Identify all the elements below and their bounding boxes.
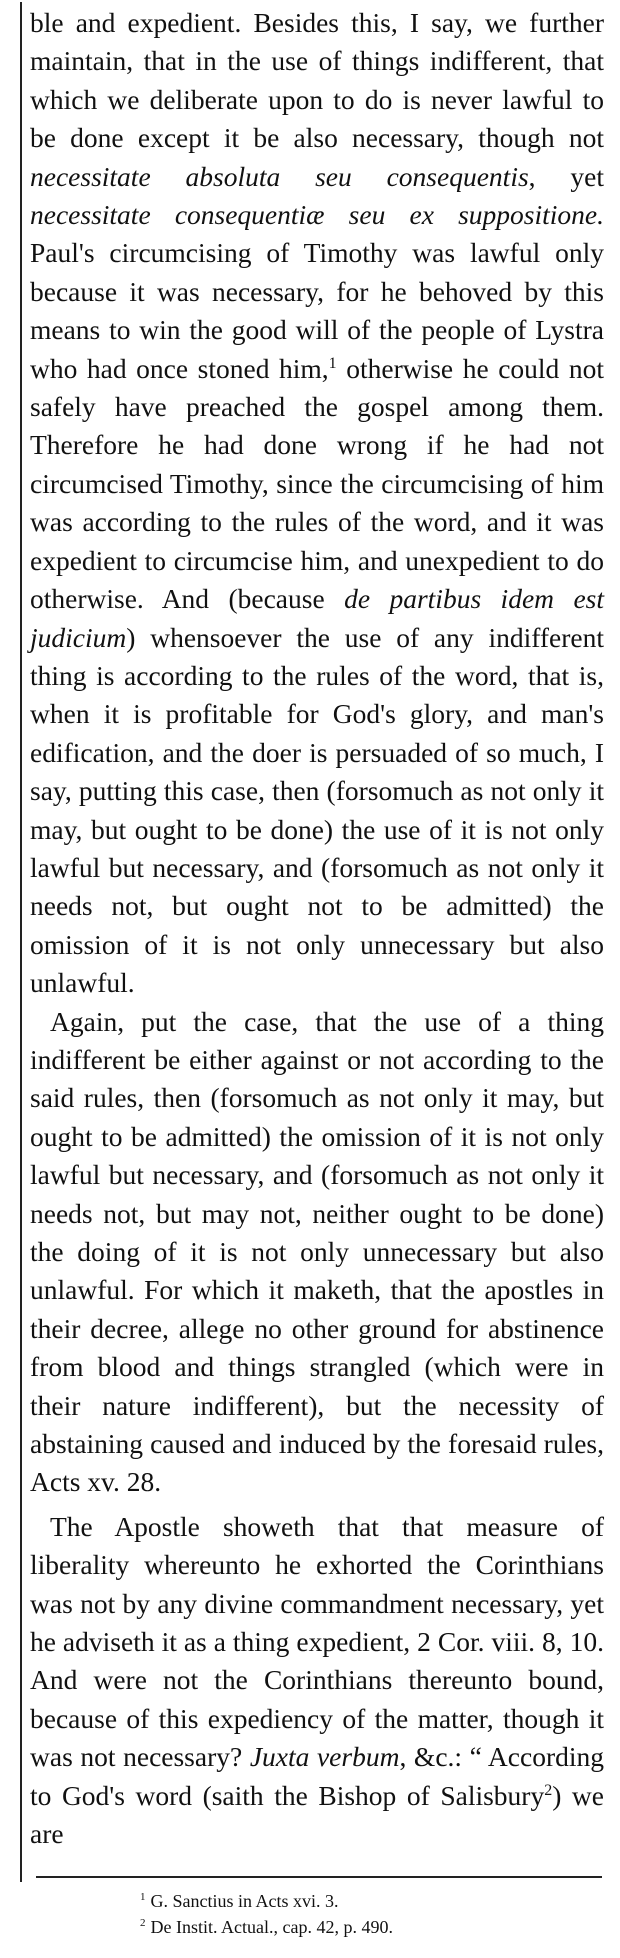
- italic-text: necessitate absoluta seu consequentis: [30, 160, 529, 192]
- footnote-2: [140, 1914, 600, 1940]
- italic-text: necessitate consequentiæ seu ex suppositione.: [30, 199, 604, 231]
- text-run: otherwise he could not safely have preached the gospel among them. Therefore he had done wrong if he had not circumcised Timothy, since the circumcising of him was according to the rules of the word, and it was expedient to circumcise him, and unexpedient to do otherwise. And (because: [30, 352, 605, 615]
- text-run: Again, put the case, that the use of a thing indifferent be either against or not according to the said rules, then (forsomuch as not only it may, but ought to be admitted) the omission of it is not only lawful but necessary, and (forsomuch as not only it needs not, but may not, neither ought to be done) the doing of it is not only unnecessary but also unlawful. For which it maketh, that the apostles in their decree, allege no other ground for abstinence from blood and things strangled (which were in their nature indifferent), but the necessity of abstaining caused and induced by the foresaid rules, Acts xv. 28.: [30, 1005, 604, 1498]
- text-run: Paul's circumcising of Timothy was lawful only because it was necessary, for he behoved by this means to win the good will of the people of Lystra who had once stoned him,: [30, 237, 604, 384]
- footnote-mark: 1: [140, 1891, 146, 1903]
- text-run: ble and expedient. Besides this, I say, we further maintain, that in the use of things indifferent, that which we deliberate upon to do is never lawful to be done except it be also necessary, though not: [30, 7, 604, 154]
- footnote-ref: 1: [328, 354, 337, 372]
- body-text: [30, 4, 604, 1854]
- footnote-1: [140, 1888, 600, 1914]
- footnote-text: G. Sanctius in Acts xvi. 3.: [150, 1891, 339, 1911]
- footnote-text: De Instit. Actual., cap. 42, p. 490.: [150, 1917, 393, 1937]
- text-run: The Apostle showeth that that measure of liberality whereunto he exhorted the Corinthians was not by any divine commandment necessary, yet he adviseth it as a thing expedient, 2 Cor. viii. 8, 10. And were not the Corinthians thereunto bound, because of this expediency of the matter, though it was not necessary?: [30, 1510, 604, 1773]
- italic-text: de partibus idem est judicium: [30, 583, 604, 653]
- footnote-ref: 2: [544, 1781, 553, 1799]
- paragraph-2: [30, 1003, 604, 1502]
- text-run: , &c.: “ According to God's word (saith the Bishop of Salisbury: [30, 1741, 605, 1811]
- footnote-mark: 2: [140, 1917, 146, 1929]
- text-run: , yet: [528, 160, 604, 192]
- paragraph-3: [30, 1508, 604, 1854]
- footnotes: [140, 1888, 600, 1940]
- text-run: ) we are: [30, 1779, 604, 1850]
- text-run: ) whensoever the use of any indifferent thing is according to the rules of the word, that is, when it is profitable for God's glory, and man's edification, and the doer is persuaded of so much, I say, putting this case, then (forsomuch as not only it may, but ought to be done) the use of it is not only lawful but necessary, and (forsomuch as not only it needs not, but ought not to be admitted) the omission of it is not only unnecessary but also unlawful.: [30, 621, 604, 999]
- footnote-rule: [36, 1876, 602, 1878]
- paragraph-1: [30, 4, 604, 1003]
- column-rule: [20, 2, 22, 1882]
- italic-text: Juxta verbum: [249, 1741, 400, 1773]
